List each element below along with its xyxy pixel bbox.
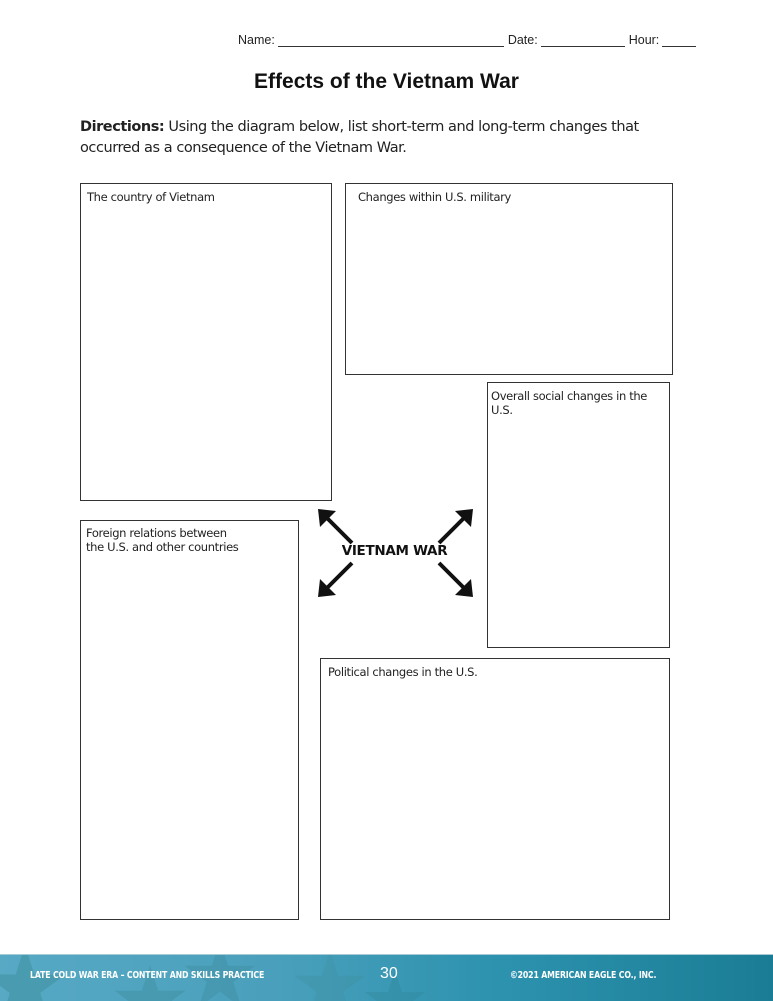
arrow-down-left-icon <box>316 559 356 599</box>
box-political-changes[interactable] <box>320 658 670 920</box>
date-field[interactable] <box>541 34 625 47</box>
date-label: Date: <box>507 33 538 47</box>
page-number: 30 <box>380 965 398 982</box>
box-label: Political changes in the U.S. <box>328 665 478 679</box>
box-foreign-relations[interactable] <box>80 520 299 920</box>
footer-series-title: LATE COLD WAR ERA – CONTENT AND SKILLS PRACTICE <box>30 970 265 981</box>
page-title: Effects of the Vietnam War <box>254 70 519 93</box>
arrow-up-left-icon <box>316 507 356 547</box>
footer-copyright: ©2021 AMERICAN EAGLE CO., INC. <box>510 970 657 981</box>
box-social-changes[interactable] <box>487 382 670 648</box>
box-label: Foreign relations between the U.S. and other countries <box>86 526 239 554</box>
hour-field[interactable] <box>662 34 696 47</box>
box-us-military-changes[interactable] <box>345 183 673 375</box>
hour-label: Hour: <box>628 33 660 47</box>
arrow-up-right-icon <box>435 507 475 547</box>
footer <box>0 954 773 1001</box>
directions-label: Directions: <box>80 119 165 135</box>
box-label: The country of Vietnam <box>87 190 215 204</box>
name-label: Name: <box>238 33 275 47</box>
box-label: Overall social changes in the U.S. <box>491 389 648 417</box>
student-info-line <box>238 33 700 47</box>
vietnam-war-label: VIETNAM WAR <box>341 543 448 559</box>
directions <box>80 117 690 159</box>
arrow-down-right-icon <box>435 559 475 599</box>
star-decoration-icon <box>290 954 370 1001</box>
name-field[interactable] <box>278 34 504 47</box>
center-diagram <box>312 505 477 600</box>
box-label: Changes within U.S. military <box>358 190 511 204</box>
directions-text: Using the diagram below, list short-term and long-term changes that occurred as a consequence of the Vietnam War. <box>80 119 639 156</box>
box-country-of-vietnam[interactable] <box>80 183 332 501</box>
